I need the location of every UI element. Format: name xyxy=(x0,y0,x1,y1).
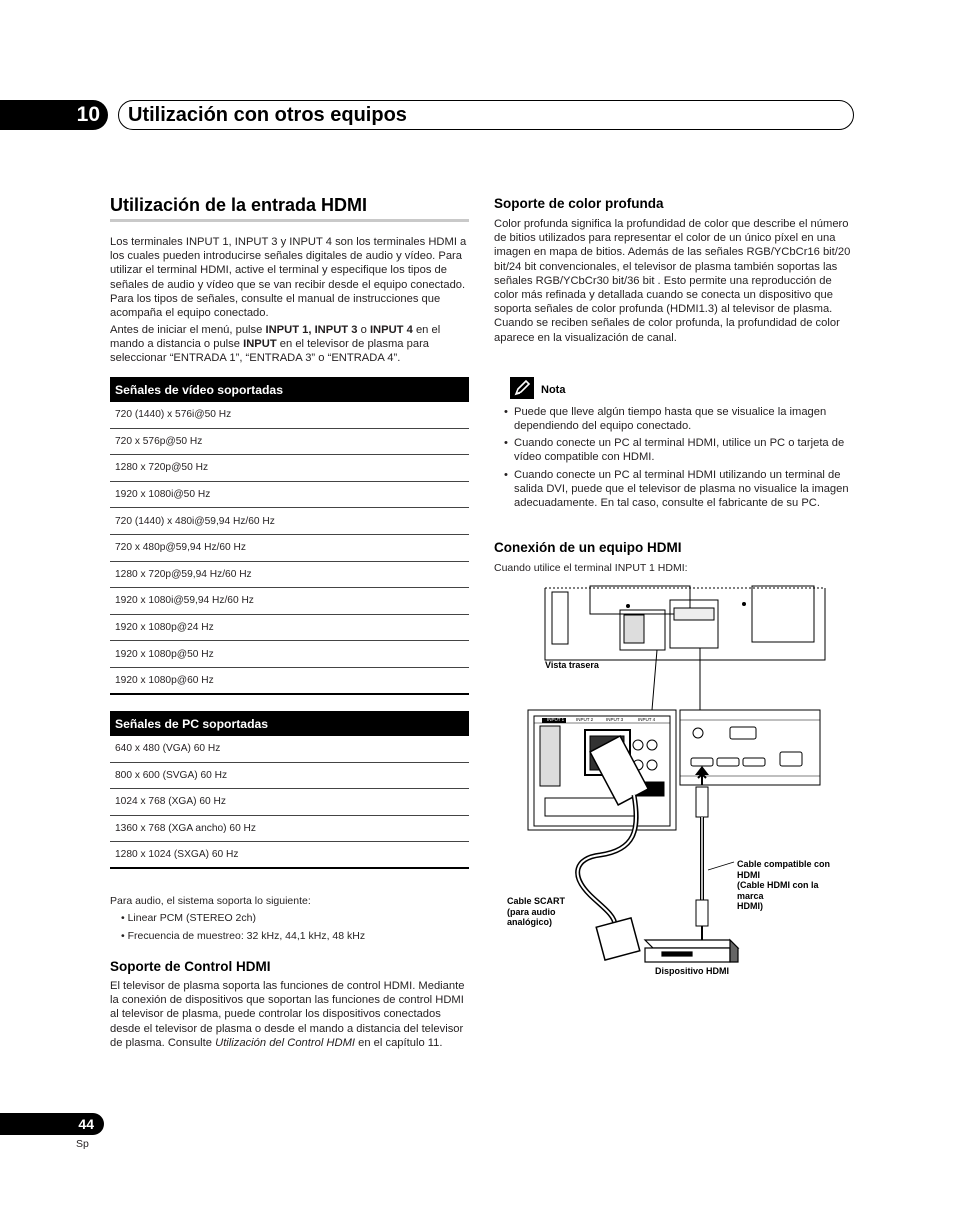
panel-label: INPUT 1 xyxy=(547,717,565,722)
language-code: Sp xyxy=(76,1138,89,1150)
note-item: • Cuando conecte un PC al terminal HDMI utilizando un terminal de salida DVI, puede que el televisor de plasma no visualice la imagen adecuadamente. En tal caso, consulte el fabricante de su PC. xyxy=(504,468,854,511)
menu-bold-input4: INPUT 4 xyxy=(369,324,413,336)
scart-cable-label-line: (para audio xyxy=(507,906,556,917)
scart-cable-label xyxy=(507,896,565,928)
control-text-2: en el capítulo 11. xyxy=(355,1036,443,1049)
table-row: 1920 x 1080i@59,94 Hz/60 Hz xyxy=(110,588,469,615)
control-paragraph xyxy=(110,979,472,1050)
table-row: 720 (1440) x 576i@50 Hz xyxy=(110,402,469,429)
audio-intro: Para audio, el sistema soporta lo siguiente: xyxy=(110,895,311,907)
connection-title: Conexión de un equipo HDMI xyxy=(494,540,682,555)
menu-bold-inputs: INPUT 1, INPUT 3 xyxy=(265,324,358,336)
menu-bold-input: INPUT xyxy=(243,338,277,351)
hdmi-cable-label-line: Cable compatible con HDMI xyxy=(737,859,831,880)
rear-view-label: Vista trasera xyxy=(545,660,599,670)
table-row: 1920 x 1080p@50 Hz xyxy=(110,641,469,668)
menu-text-2: o xyxy=(357,324,370,336)
scart-cable-label-line: analógico) xyxy=(507,917,553,927)
table-row: 1360 x 768 (XGA ancho) 60 Hz xyxy=(110,816,469,843)
menu-text-3: en el mando a distancia o pulse xyxy=(110,324,441,351)
connection-subtitle: Cuando utilice el terminal INPUT 1 HDMI: xyxy=(494,562,688,574)
video-signals-table xyxy=(110,377,469,695)
menu-text-4: en el televisor de plasma para seleccionar “ENTRADA 1”, “ENTRADA 3” o “ENTRADA 4”. xyxy=(110,338,430,365)
pc-signals-table xyxy=(110,711,469,869)
table-row: 1920 x 1080p@60 Hz xyxy=(110,668,469,695)
audio-bullet-pcm: • Linear PCM (STEREO 2ch) xyxy=(121,912,256,924)
deep-color-paragraph: Color profunda significa la profundidad de color que describe el número de bitios utilizados para representar el color de un único píxel en una imagen en mapa de bitios. Además de las señales RGB/YCbCr16 bit/20 bit/24 bit convencionales, el televisor de plasma también soportas las señales RGB/YCbCr30 bit/36 bit . Esto permite una reproducción de color más refinada y detallada cuando se conecta un dispositivo que soporta señales de color profunda (HDMI1.3) al televisor de plasma. Cuando se reciben señales de color profunda, la profundidad de color aparece en la visualización de canal. xyxy=(494,218,851,344)
panel-label: INPUT 4 xyxy=(638,717,656,722)
note-text: Cuando conecte un PC al terminal HDMI, utilice un PC o tarjeta de vídeo compatible con HDMI. xyxy=(514,437,845,464)
note-text: Cuando conecte un PC al terminal HDMI utilizando un terminal de salida DVI, puede que el televisor de plasma no visualice la imagen adecuadamente. En tal caso, consulte el fabricante de su PC. xyxy=(514,469,849,510)
video-table-heading: Señales de vídeo soportadas xyxy=(110,377,469,402)
hdmi-device xyxy=(645,940,738,962)
table-row: 1920 x 1080i@50 Hz xyxy=(110,482,469,509)
connection-diagram xyxy=(490,580,835,985)
pc-table-heading: Señales de PC soportadas xyxy=(110,711,469,736)
table-row: 1280 x 720p@50 Hz xyxy=(110,455,469,482)
chapter-title: Utilización con otros equipos xyxy=(118,100,854,130)
hdmi-cable-label xyxy=(737,859,835,912)
menu-paragraph xyxy=(110,323,472,366)
table-row: 1024 x 768 (XGA) 60 Hz xyxy=(110,789,469,816)
note-item: • Puede que lleve algún tiempo hasta que se visualice la imagen dependiendo del equipo conectado. xyxy=(504,405,854,433)
panel-label: INPUT 3 xyxy=(606,717,624,722)
table-row: 1280 x 720p@59,94 Hz/60 Hz xyxy=(110,562,469,589)
menu-text-1: Antes de iniciar el menú, pulse xyxy=(110,324,266,336)
control-reference: Utilización del Control HDMI xyxy=(215,1036,355,1049)
table-row: 720 (1440) x 480i@59,94 Hz/60 Hz xyxy=(110,508,469,535)
table-row: 800 x 600 (SVGA) 60 Hz xyxy=(110,763,469,790)
audio-bullet-frequency: • Frecuencia de muestreo: 32 kHz, 44,1 kHz, 48 kHz xyxy=(121,930,366,942)
table-row: 1920 x 1080p@24 Hz xyxy=(110,615,469,642)
section-title: Utilización de la entrada HDMI xyxy=(110,195,368,215)
control-text-1: El televisor de plasma soporta las funciones de control HDMI. Mediante la conexión de dispositivos que soportan las funciones de control HDMI al televisor de plasma, puede controlar los dispositivos conectados desde el televisor de plasma o desde el mando a distancia del televisor de plasma. Consulte xyxy=(110,980,465,1049)
chapter-number-tab: 10 xyxy=(0,100,108,130)
deep-color-title: Soporte de color profunda xyxy=(494,196,664,211)
tv-rear-panel xyxy=(545,586,825,660)
table-row: 720 x 576p@50 Hz xyxy=(110,429,469,456)
hdmi-device-label: Dispositivo HDMI xyxy=(655,966,730,976)
hdmi-cable xyxy=(696,787,708,926)
page-number: 44 xyxy=(0,1113,104,1135)
hdmi-cable-label-line: (Cable HDMI con la marca xyxy=(737,880,819,901)
table-row: 640 x 480 (VGA) 60 Hz xyxy=(110,736,469,763)
control-section-title: Soporte de Control HDMI xyxy=(110,959,271,974)
panel-label: INPUT 2 xyxy=(576,717,594,722)
hdmi-cable-label-line: HDMI) xyxy=(737,901,763,911)
note-pencil-icon xyxy=(510,377,534,399)
section-title-rule xyxy=(110,219,469,222)
note-label: Nota xyxy=(541,384,566,396)
note-item: • Cuando conecte un PC al terminal HDMI, utilice un PC o tarjeta de vídeo compatible con HDMI. xyxy=(504,436,854,464)
note-text: Puede que lleve algún tiempo hasta que se visualice la imagen dependiendo del equipo conectado. xyxy=(514,406,827,433)
intro-paragraph: Los terminales INPUT 1, INPUT 3 y INPUT 4 son los terminales HDMI a los cuales pueden introducirse señales digitales de audio y vídeo. Para utilizar el terminal HDMI, active el terminal y especifique los tipos de señales de audio y vídeo que se van recibir desde el equipo conectado. Para los tipos de señales, consulte el manual de instrucciones que acompaña el equipo conectado. xyxy=(110,236,467,320)
scart-cable-label-line: Cable SCART xyxy=(507,896,566,906)
table-row: 720 x 480p@59,94 Hz/60 Hz xyxy=(110,535,469,562)
table-row: 1280 x 1024 (SXGA) 60 Hz xyxy=(110,842,469,869)
